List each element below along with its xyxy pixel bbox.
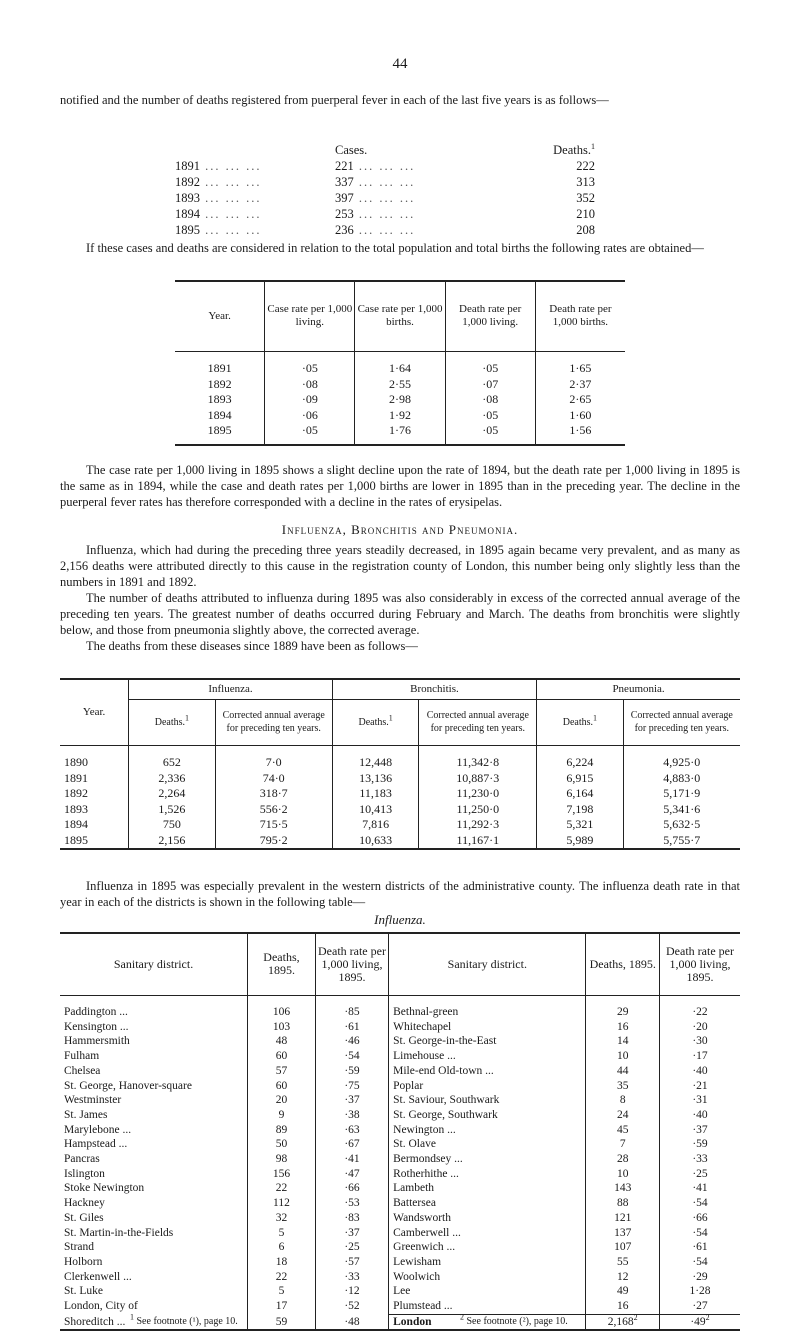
district-cell: 49 <box>586 1284 660 1299</box>
rates-cell: ·09 <box>265 392 355 408</box>
district-row <box>60 1049 740 1064</box>
diseases-cell: 5,755·7 <box>663 832 701 847</box>
deaths-header-left: Deaths, 1895. <box>248 933 316 995</box>
district-cell: ·30 <box>692 1035 708 1048</box>
district-cell: 22 <box>248 1270 316 1285</box>
rates-cell: 2·37 <box>569 376 592 391</box>
district-cell: Poplar <box>389 1079 586 1094</box>
district-row <box>60 1240 740 1255</box>
puerperal-deaths: 208 <box>576 222 595 237</box>
district-cell: ·57 <box>315 1255 388 1270</box>
district-cell: London <box>389 1314 586 1330</box>
puerperal-deaths: 222 <box>576 158 595 173</box>
district-cell: 89 <box>248 1123 316 1138</box>
influenza-paragraphs: Influenza, which had during the preceding three years steadily decreased, in 1895 again became very prevalent, and as many as 2,156 deaths were attributed directly to this cause in the registration county of London, this number being only slightly less than the numbers in 1891 and 1892. The number of deaths attributed to influenza during 1895 was also considerably in excess of the corrected annual average of the preceding ten years. The greatest number of deaths occurred during February and March. The deaths from bronchitis were slightly below, and those from pneumonia slightly above, the corrected average. The deaths from these diseases since 1889 have been as follows— <box>60 543 740 653</box>
rates-cell: ·08 <box>445 392 535 408</box>
district-cell: St. Olave <box>389 1137 586 1152</box>
district-cell: 88 <box>586 1196 660 1211</box>
district-cell: ·67 <box>315 1137 388 1152</box>
rates-row <box>175 361 625 377</box>
district-cell: Holborn <box>60 1255 248 1270</box>
district-cell: St. George, Hanover-square <box>60 1079 248 1094</box>
district-cell: 35 <box>586 1079 660 1094</box>
district-cell: 8 <box>586 1093 660 1108</box>
diseases-row <box>60 817 740 833</box>
diseases-cell: 1892 <box>60 786 129 802</box>
group-influenza: Influenza. <box>129 679 333 699</box>
diseases-cell: 74·0 <box>215 771 332 787</box>
diseases-cell: 11,292·3 <box>419 817 537 833</box>
intro-text: notified and the number of deaths registered from puerperal fever in each of the last five years is as follows— <box>60 93 609 107</box>
diseases-cell: 11,230·0 <box>419 786 537 802</box>
diseases-cell: 5,989 <box>537 833 623 850</box>
puerperal-cases: 253 ... ... ... <box>335 206 416 221</box>
district-cell: Fulham <box>60 1049 248 1064</box>
district-cell: 16 <box>586 1020 660 1035</box>
district-header-right: Sanitary district. <box>389 933 586 995</box>
diseases-cell: 7·0 <box>215 755 332 771</box>
puerperal-deaths: 352 <box>576 190 595 205</box>
diseases-cell: 10,413 <box>332 802 419 818</box>
district-cell: 44 <box>586 1064 660 1079</box>
district-row <box>60 1005 740 1020</box>
district-cell: ·47 <box>315 1167 388 1182</box>
diseases-cell: 4,883·0 <box>663 770 701 785</box>
district-cell: Wandsworth <box>389 1211 586 1226</box>
district-cell: ·61 <box>315 1020 388 1035</box>
diseases-row <box>60 755 740 771</box>
rates-cell: 1891 <box>175 361 265 377</box>
district-cell: Limehouse ... <box>389 1049 586 1064</box>
district-cell: Whitechapel <box>389 1020 586 1035</box>
rate-header-left: Death rate per 1,000 living, 1895. <box>315 933 388 995</box>
district-cell: St. Saviour, Southwark <box>389 1093 586 1108</box>
district-cell: 6 <box>248 1240 316 1255</box>
bronchitis-deaths-header: Deaths.$^1$ <box>332 699 419 745</box>
district-row <box>60 1079 740 1094</box>
district-cell: ·83 <box>315 1211 388 1226</box>
district-row <box>60 1020 740 1035</box>
puerperal-row <box>175 158 595 174</box>
district-cell: ·20 <box>692 1020 708 1033</box>
district-cell: 106 <box>248 1005 316 1020</box>
district-cell: 22 <box>248 1181 316 1196</box>
district-cell: ·25 <box>692 1167 708 1180</box>
diseases-cell: 1,526 <box>129 802 215 818</box>
diseases-cell: 556·2 <box>215 802 332 818</box>
district-cell: 103 <box>248 1020 316 1035</box>
district-cell: Rotherhithe ... <box>389 1167 586 1182</box>
district-cell: ·38 <box>315 1108 388 1123</box>
district-cell: Marylebone ... <box>60 1123 248 1138</box>
diseases-cell: 12,448 <box>332 755 419 771</box>
district-row <box>60 1123 740 1138</box>
pneumonia-deaths-header: Deaths.$^1$ <box>537 699 623 745</box>
district-cell: 50 <box>248 1137 316 1152</box>
diseases-row <box>60 786 740 802</box>
intro-paragraph <box>60 92 740 108</box>
diseases-row <box>60 802 740 818</box>
diseases-cell: 4,925·0 <box>663 755 701 769</box>
rates-cell: 1·56 <box>569 423 592 437</box>
district-cell: 121 <box>586 1211 660 1226</box>
district-cell: 24 <box>586 1108 660 1123</box>
rates-row <box>175 423 625 439</box>
deaths-header: Deaths.$^1$ <box>553 141 595 157</box>
influenza-avg-header: Corrected annual average for preceding ten years. <box>215 699 332 745</box>
district-cell: St. Martin-in-the-Fields <box>60 1226 248 1241</box>
district-row <box>60 1167 740 1182</box>
diseases-cell: 11,342·8 <box>419 755 537 771</box>
puerperal-cases: 337 ... ... ... <box>335 174 416 189</box>
district-row <box>60 1181 740 1196</box>
rates-cell: 2·98 <box>355 392 445 408</box>
group-bronchitis: Bronchitis. <box>332 679 536 699</box>
district-row <box>60 1152 740 1167</box>
district-cell: ·61 <box>692 1241 708 1254</box>
district-cell: 12 <box>586 1270 660 1285</box>
district-cell: 112 <box>248 1196 316 1211</box>
district-cell: ·21 <box>692 1079 708 1092</box>
puerperal-cases: 236 ... ... ... <box>335 222 416 237</box>
district-cell: 5 <box>248 1226 316 1241</box>
footnote-one: $^1$ See footnote (¹), page 10. <box>130 1312 238 1327</box>
district-cell: 14 <box>586 1034 660 1049</box>
district-cell: ·33 <box>692 1153 708 1166</box>
diseases-cell: 11,167·1 <box>419 833 537 850</box>
diseases-cell: 6,915 <box>537 771 623 787</box>
district-cell: Shoreditch ... <box>60 1314 248 1330</box>
district-cell: Paddington ... <box>60 1005 248 1020</box>
district-cell: ·41 <box>692 1182 708 1195</box>
diseases-row <box>60 771 740 787</box>
district-cell: 1·28 <box>689 1285 711 1298</box>
district-row <box>60 1284 740 1299</box>
district-cell: 7 <box>586 1137 660 1152</box>
rates-cell: ·05 <box>265 361 355 377</box>
district-row <box>60 1034 740 1049</box>
bronchitis-avg-header: Corrected annual average for preceding ten years. <box>419 699 537 745</box>
district-cell: ·48 <box>315 1314 388 1330</box>
rates-row <box>175 392 625 408</box>
district-cell: Hammersmith <box>60 1034 248 1049</box>
district-cell: ·63 <box>315 1123 388 1138</box>
diseases-table <box>60 678 740 850</box>
district-cell: ·66 <box>692 1211 708 1224</box>
district-header-left: Sanitary district. <box>60 933 248 995</box>
district-cell: Hampstead ... <box>60 1137 248 1152</box>
rates-cell: ·08 <box>265 377 355 393</box>
district-cell: ·37 <box>315 1093 388 1108</box>
rates-cell: 2·55 <box>355 377 445 393</box>
district-cell: Woolwich <box>389 1270 586 1285</box>
district-cell: 137 <box>586 1226 660 1241</box>
district-cell: ·54 <box>692 1255 708 1268</box>
district-cell: St. James <box>60 1108 248 1123</box>
puerperal-row <box>175 206 595 222</box>
district-cell: Lee <box>389 1284 586 1299</box>
district-cell: ·66 <box>315 1181 388 1196</box>
district-cell: $\cdot 49^2$ <box>660 1314 741 1330</box>
district-cell: Islington <box>60 1167 248 1182</box>
district-cell: St. Luke <box>60 1284 248 1299</box>
district-cell: Bethnal-green <box>389 1005 586 1020</box>
district-row <box>60 1064 740 1079</box>
rates-cell: 1·76 <box>355 423 445 439</box>
district-cell: Pancras <box>60 1152 248 1167</box>
section-heading: Influenza, Bronchitis and Pneumonia. <box>281 522 519 537</box>
rates-cell: ·05 <box>445 423 535 439</box>
district-cell: Clerkenwell ... <box>60 1270 248 1285</box>
puerperal-table <box>175 142 595 238</box>
puerperal-deaths: 313 <box>576 174 595 189</box>
case-rate-paragraph: The case rate per 1,000 living in 1895 shows a slight decline upon the rate of 1894, but the death rate per 1,000 living in 1895 is the same as in 1894, while the case and death rates per 1,000 births are lower in 1895 than in the preceding year. The decline in the puerperal fever rates has therefore corresponded with a decline in the rates of erysipelas. <box>60 463 740 509</box>
district-cell: Newington ... <box>389 1123 586 1138</box>
district-cell: 60 <box>248 1049 316 1064</box>
puerperal-cases: 221 ... ... ... <box>335 158 416 173</box>
rates-header-case-births: Case rate per 1,000 births. <box>355 281 445 351</box>
district-cell: ·40 <box>692 1108 708 1121</box>
district-cell: Greenwich ... <box>389 1240 586 1255</box>
puerperal-year: 1891 ... ... ... <box>175 158 262 173</box>
district-cell: 9 <box>248 1108 316 1123</box>
district-cell: ·33 <box>315 1270 388 1285</box>
district-cell: ·29 <box>692 1270 708 1283</box>
district-cell: 45 <box>586 1123 660 1138</box>
rates-cell: ·07 <box>445 377 535 393</box>
rates-header-year: Year. <box>175 281 265 351</box>
district-row <box>60 1255 740 1270</box>
diseases-cell: 715·5 <box>215 817 332 833</box>
rates-table <box>175 280 625 446</box>
district-caption: Influenza. <box>374 912 426 927</box>
diseases-cell: 10,887·3 <box>419 771 537 787</box>
rates-cell: 1·60 <box>569 407 592 422</box>
rates-cell: 1895 <box>175 423 265 439</box>
diseases-cell: 6,164 <box>537 786 623 802</box>
district-cell: 29 <box>586 1005 660 1020</box>
diseases-cell: 7,816 <box>332 817 419 833</box>
diseases-cell: 1890 <box>60 755 129 771</box>
diseases-cell: 13,136 <box>332 771 419 787</box>
district-cell: 18 <box>248 1255 316 1270</box>
rates-cell: 2·65 <box>569 392 592 406</box>
district-cell: 60 <box>248 1079 316 1094</box>
diseases-cell: 1891 <box>60 771 129 787</box>
puerperal-year: 1892 ... ... ... <box>175 174 262 189</box>
district-cell: ·25 <box>315 1240 388 1255</box>
district-cell: St. George, Southwark <box>389 1108 586 1123</box>
district-cell: 107 <box>586 1240 660 1255</box>
diseases-cell: 1894 <box>60 817 129 833</box>
rates-cell: 1·64 <box>355 361 445 377</box>
group-pneumonia: Pneumonia. <box>537 679 740 699</box>
district-cell: St. George-in-the-East <box>389 1034 586 1049</box>
deaths-header-right: Deaths, 1895. <box>586 933 660 995</box>
diseases-cell: 750 <box>129 817 215 833</box>
diseases-cell: 1895 <box>60 833 129 850</box>
district-cell: 5 <box>248 1284 316 1299</box>
diseases-cell: 10,633 <box>332 833 419 850</box>
district-cell: 55 <box>586 1255 660 1270</box>
diseases-cell: 1893 <box>60 802 129 818</box>
footnote-two: $^2$ See footnote (²), page 10. <box>460 1312 568 1327</box>
district-cell: ·54 <box>315 1049 388 1064</box>
district-cell: Camberwell ... <box>389 1226 586 1241</box>
district-cell: Plumstead ... <box>389 1299 586 1314</box>
district-cell: Battersea <box>389 1196 586 1211</box>
district-row <box>60 1211 740 1226</box>
district-cell: 57 <box>248 1064 316 1079</box>
district-cell: 16 <box>586 1299 660 1314</box>
rates-cell: ·05 <box>445 361 535 377</box>
diseases-cell: 11,183 <box>332 786 419 802</box>
district-row <box>60 1226 740 1241</box>
district-cell: 20 <box>248 1093 316 1108</box>
rates-cell: 1894 <box>175 408 265 424</box>
rates-cell: 1·92 <box>355 408 445 424</box>
puerperal-cases: 397 ... ... ... <box>335 190 416 205</box>
district-cell: Strand <box>60 1240 248 1255</box>
rates-cell: 1·65 <box>569 361 592 375</box>
diseases-cell: 6,224 <box>537 755 623 771</box>
rates-cell: 1892 <box>175 377 265 393</box>
district-row <box>60 1196 740 1211</box>
puerperal-deaths: 210 <box>576 206 595 221</box>
rates-cell: ·05 <box>265 423 355 439</box>
page-number: 44 <box>392 56 408 72</box>
puerperal-row <box>175 222 595 238</box>
diseases-cell: 652 <box>129 755 215 771</box>
rates-intro: If these cases and deaths are considered in relation to the total population and total births the following rates are obtained— <box>86 241 704 255</box>
district-cell: ·27 <box>692 1300 708 1313</box>
district-cell: Kensington ... <box>60 1020 248 1035</box>
rates-row <box>175 377 625 393</box>
district-cell: Lewisham <box>389 1255 586 1270</box>
diseases-cell: 5,632·5 <box>663 817 701 831</box>
diseases-cell: 5,341·6 <box>663 801 701 816</box>
district-cell: Westminster <box>60 1093 248 1108</box>
district-cell: ·52 <box>315 1299 388 1314</box>
rates-cell: ·06 <box>265 408 355 424</box>
rates-row <box>175 408 625 424</box>
diseases-cell: 5,171·9 <box>663 786 701 800</box>
district-cell: 48 <box>248 1034 316 1049</box>
district-table <box>60 932 740 1331</box>
rates-header-death-births: Death rate per 1,000 births. <box>549 303 612 329</box>
rates-cell: ·05 <box>445 408 535 424</box>
district-cell: 32 <box>248 1211 316 1226</box>
district-cell: 98 <box>248 1152 316 1167</box>
diseases-row <box>60 833 740 850</box>
district-cell: ·75 <box>315 1079 388 1094</box>
district-cell: 59 <box>248 1314 316 1330</box>
district-cell: 156 <box>248 1167 316 1182</box>
district-cell: ·59 <box>692 1138 708 1151</box>
rate-header-right: Death rate per 1,000 living, 1895. <box>666 943 734 984</box>
diseases-cell: 5,321 <box>537 817 623 833</box>
puerperal-year: 1894 ... ... ... <box>175 206 262 221</box>
puerperal-row <box>175 190 595 206</box>
district-cell: 10 <box>586 1049 660 1064</box>
district-row <box>60 1299 740 1314</box>
district-cell: ·54 <box>692 1226 708 1239</box>
district-cell: ·85 <box>315 1005 388 1020</box>
diseases-cell: 2,336 <box>129 771 215 787</box>
puerperal-row <box>175 174 595 190</box>
district-cell: Bermondsey ... <box>389 1152 586 1167</box>
rates-header-death-living: Death rate per 1,000 living. <box>445 281 535 351</box>
district-cell: ·12 <box>315 1284 388 1299</box>
influenza-deaths-header: Deaths.$^1$ <box>129 699 215 745</box>
district-cell: ·53 <box>315 1196 388 1211</box>
diseases-cell: 11,250·0 <box>419 802 537 818</box>
district-cell: 28 <box>586 1152 660 1167</box>
western-paragraph: Influenza in 1895 was especially prevalent in the western districts of the administrative county. The influenza death rate in that year in each of the districts is shown in the following table— <box>60 879 740 909</box>
diseases-cell: 2,264 <box>129 786 215 802</box>
diseases-header-year: Year. <box>60 679 129 745</box>
pneumonia-avg-header: Corrected annual average for preceding ten years. <box>630 710 733 734</box>
district-cell: Chelsea <box>60 1064 248 1079</box>
district-cell: London, City of <box>60 1299 248 1314</box>
district-cell: ·59 <box>315 1064 388 1079</box>
district-cell: ·46 <box>315 1034 388 1049</box>
district-cell: ·22 <box>692 1006 708 1018</box>
puerperal-year: 1893 ... ... ... <box>175 190 262 205</box>
district-cell: ·37 <box>692 1123 708 1136</box>
rates-header-case-living: Case rate per 1,000 living. <box>265 281 355 351</box>
district-cell: 17 <box>248 1299 316 1314</box>
district-cell: Mile-end Old-town ... <box>389 1064 586 1079</box>
district-cell: Lambeth <box>389 1181 586 1196</box>
cases-header: Cases. <box>335 142 368 157</box>
district-cell: 2,168$^2$ <box>586 1314 660 1330</box>
district-cell: St. Giles <box>60 1211 248 1226</box>
district-row <box>60 1108 740 1123</box>
puerperal-year: 1895 ... ... ... <box>175 222 262 237</box>
district-cell: ·54 <box>692 1197 708 1210</box>
district-cell: ·41 <box>315 1152 388 1167</box>
rates-cell: 1893 <box>175 392 265 408</box>
diseases-cell: 318·7 <box>215 786 332 802</box>
district-cell: 10 <box>586 1167 660 1182</box>
district-row <box>60 1093 740 1108</box>
district-row <box>60 1137 740 1152</box>
district-cell: ·17 <box>692 1050 708 1063</box>
diseases-cell: 795·2 <box>215 833 332 850</box>
district-cell: ·40 <box>692 1064 708 1077</box>
diseases-cell: 2,156 <box>129 833 215 850</box>
district-row <box>60 1270 740 1285</box>
diseases-cell: 7,198 <box>537 802 623 818</box>
district-cell: ·37 <box>315 1226 388 1241</box>
district-cell: Hackney <box>60 1196 248 1211</box>
district-cell: 143 <box>586 1181 660 1196</box>
district-cell: Stoke Newington <box>60 1181 248 1196</box>
district-cell: ·31 <box>692 1094 708 1107</box>
